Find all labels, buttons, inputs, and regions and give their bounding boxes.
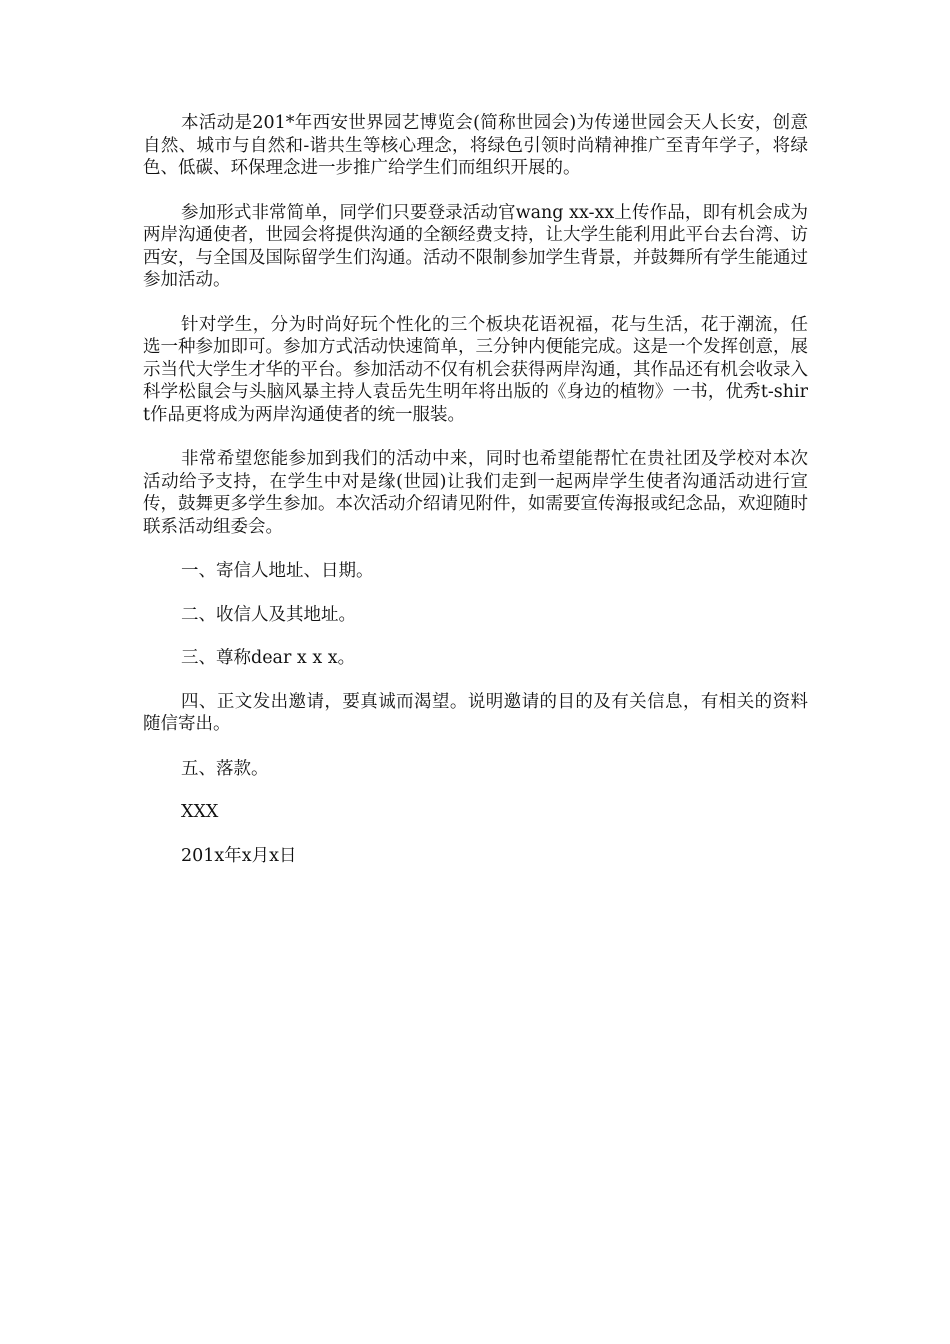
paragraph-item-5: 五、落款。 (181, 758, 269, 779)
paragraph-participation: 参加形式非常简单，同学们只要登录活动官wang xx-xx上传作品，即有机会成为两岸沟通使者，世园会将提供沟通的全额经费支持，让大学生能利用此平台去台湾、访西安，与全国及国际留学生们沟通。活动不限制参加学生背景，并鼓舞所有学生能通过参加活动。 (143, 202, 808, 290)
paragraph-item-3: 三、尊称dear x x x。 (181, 648, 356, 668)
paragraph-categories: 针对学生，分为时尚好玩个性化的三个板块花语祝福，花与生活，花于潮流，任选一种参加即可。参加方式活动快速简单，三分钟内便能完成。这是一个发挥创意，展示当代大学生才华的平台。参加活动不仅有机会获得两岸沟通，其作品还有机会收录入科学松鼠会与头脑风暴主持人袁岳先生明年将出版的《身边的植物》一书，优秀t-shirt作品更将成为两岸沟通使者的统一服装。 (143, 314, 808, 425)
paragraph-intro: 本活动是201*年西安世界园艺博览会(简称世园会)为传递世园会天人长安，创意自然、城市与自然和-谐共生等核心理念，将绿色引领时尚精神推广至青年学子，将绿色、低碳、环保理念进一步推广给学生们而组织开展的。 (143, 113, 808, 178)
paragraph-item-2: 二、收信人及其地址。 (181, 604, 356, 625)
paragraph-item-4: 四、正文发出邀请，要真诚而渴望。说明邀请的目的及有关信息，有相关的资料随信寄出。 (143, 691, 808, 734)
signature-date: 201x年x月x日 (181, 845, 297, 866)
paragraph-item-1: 一、寄信人地址、日期。 (181, 561, 374, 581)
paragraph-request: 非常希望您能参加到我们的活动中来，同时也希望能帮忙在贵社团及学校对本次活动给予支持，在学生中对是缘(世园)让我们走到一起两岸学生使者沟通活动进行宣传，鼓舞更多学生参加。本次活动介绍请见附件，如需要宣传海报或纪念品，欢迎随时联系活动组委会。 (143, 449, 808, 537)
document-body (143, 112, 808, 888)
signature-name: XXX (181, 802, 219, 822)
